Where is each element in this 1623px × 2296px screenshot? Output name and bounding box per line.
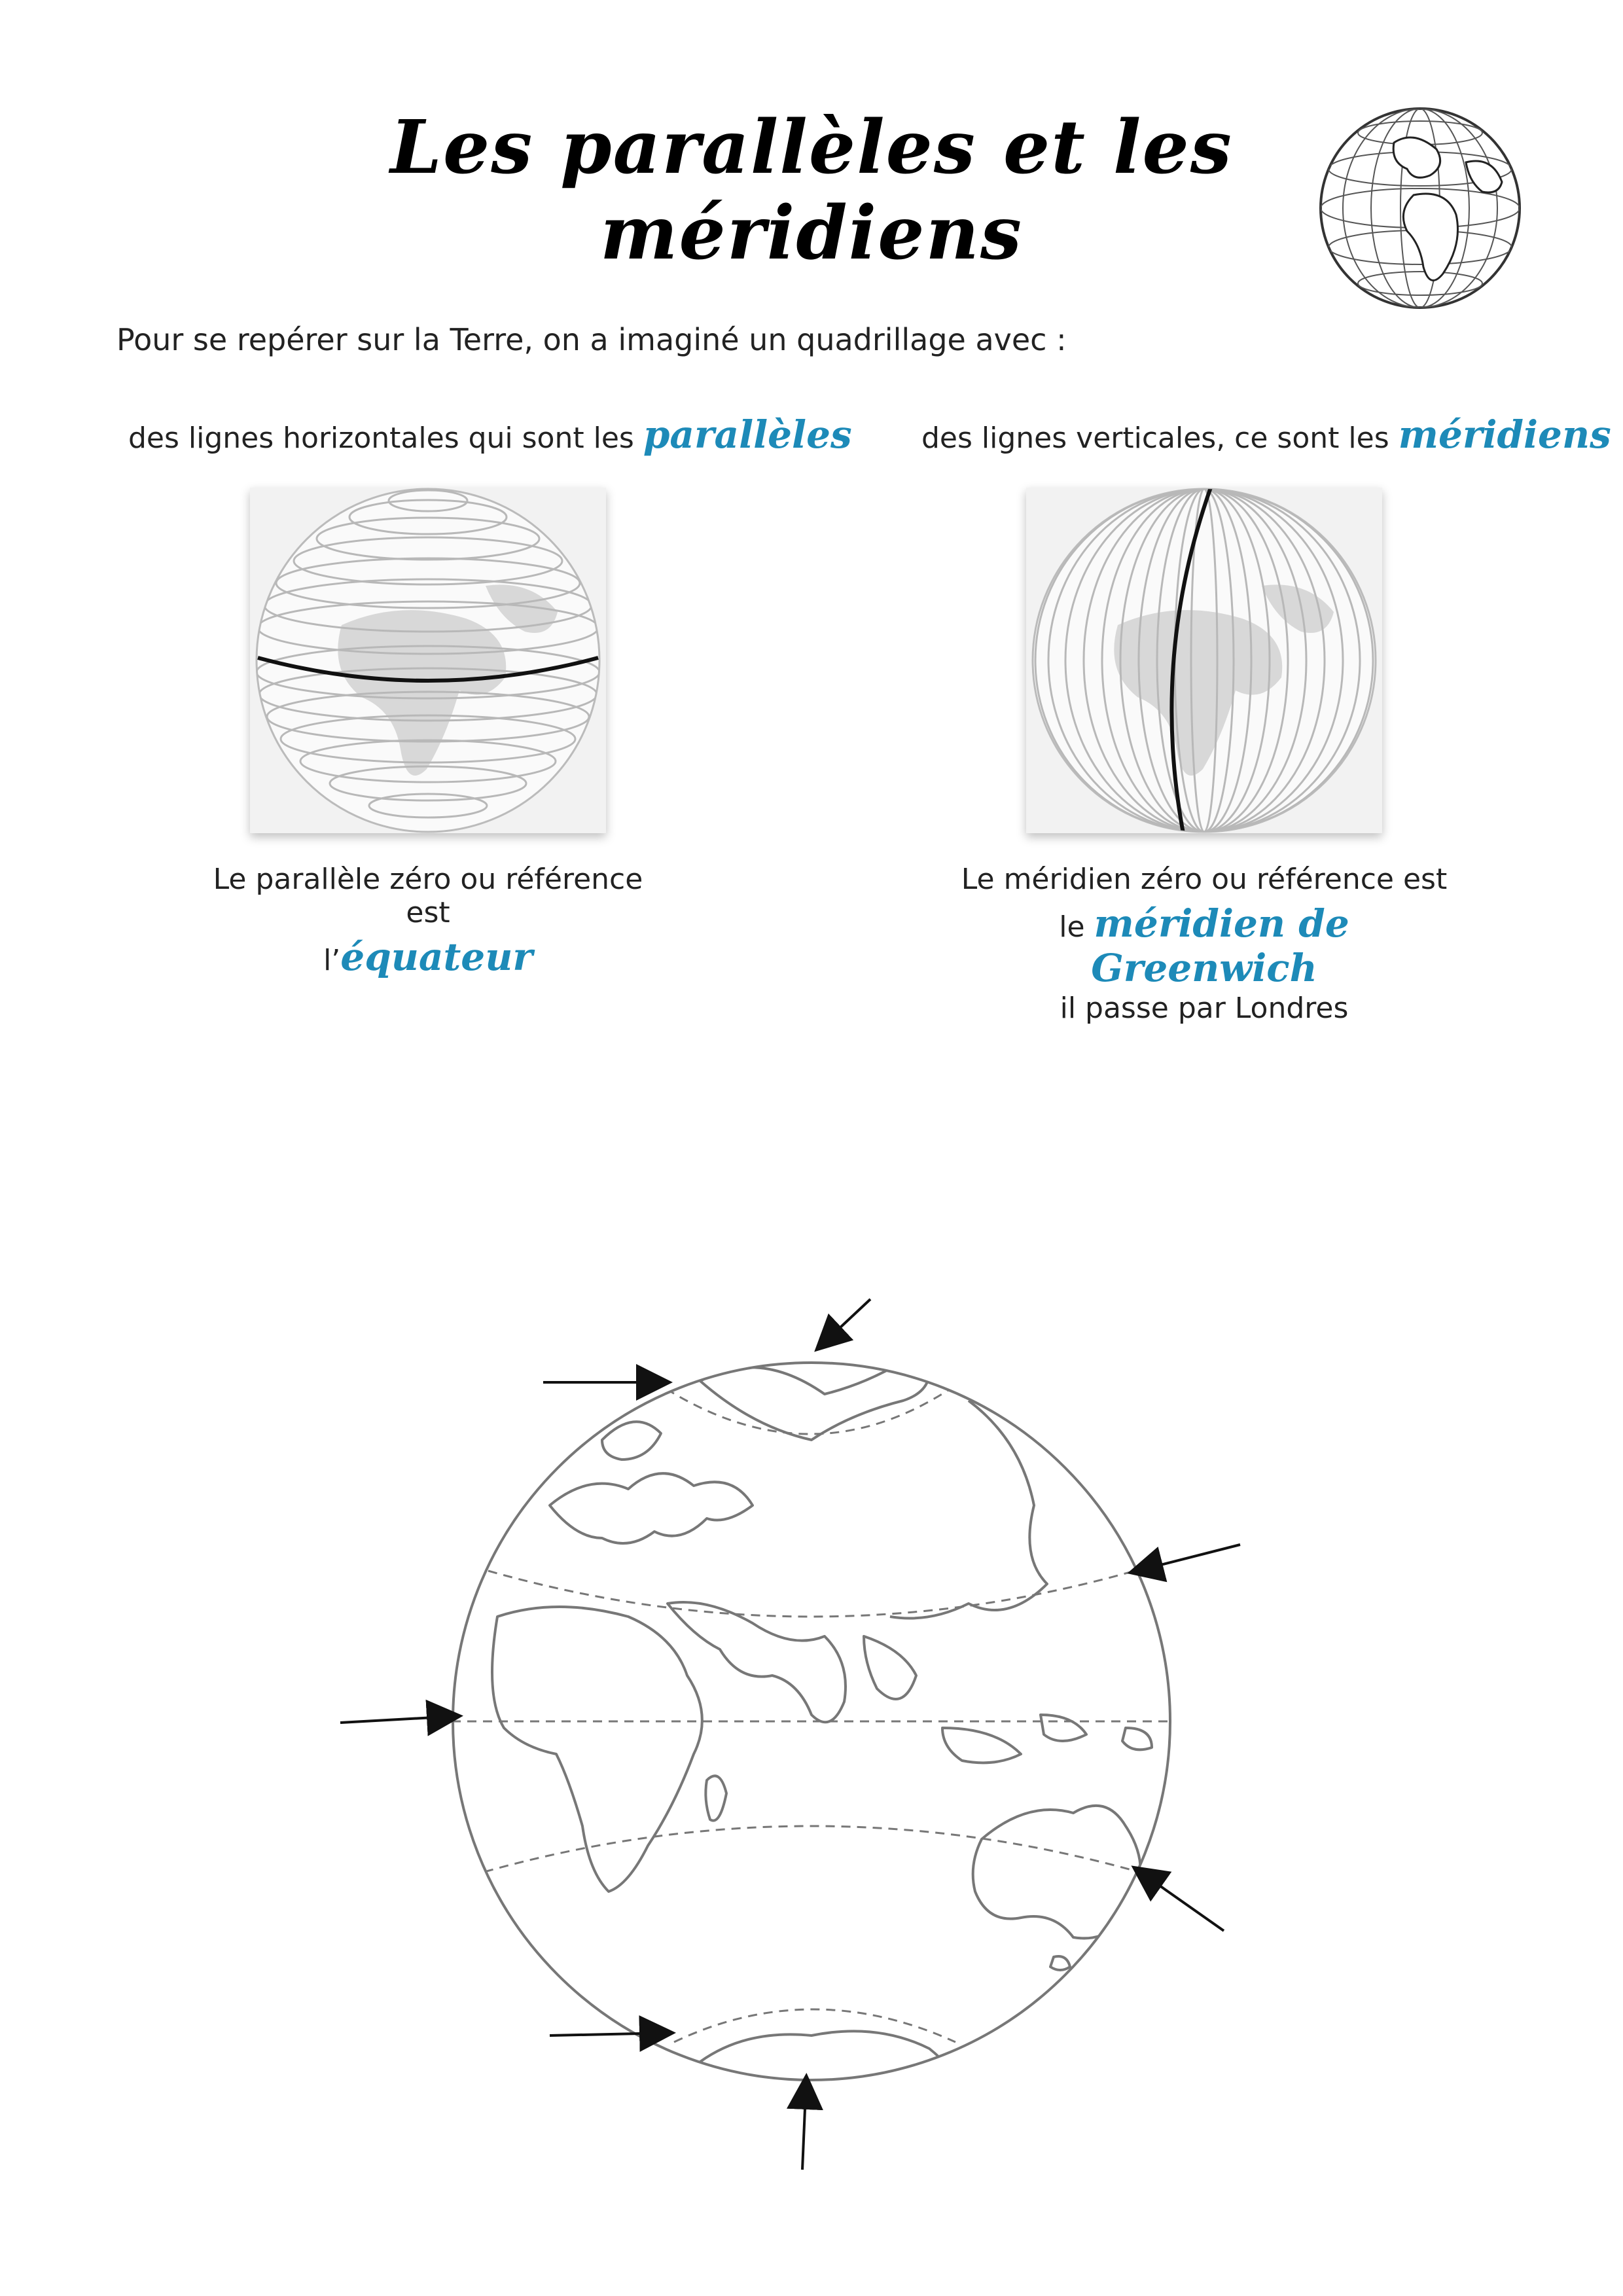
arrow-equator <box>340 1716 458 1723</box>
parallels-caption-line1: Le parallèle zéro ou référence est <box>213 863 643 929</box>
globe-icon <box>1315 103 1525 313</box>
meridians-caption-line3: il passe par Londres <box>1060 992 1349 1025</box>
parallels-lead: des lignes horizontales qui sont les <box>128 422 643 455</box>
parallels-caption-prefix: l’ <box>323 944 341 977</box>
meridians-keyword: méridiens <box>1398 412 1611 457</box>
intro-text: Pour se repérer sur la Terre, on a imaginé un quadrillage avec : <box>116 322 1067 357</box>
arrow-south-pole <box>802 2078 806 2170</box>
equator-keyword: équateur <box>340 935 533 979</box>
meridians-caption-prefix: le <box>1059 910 1094 944</box>
meridians-caption <box>942 863 1466 1025</box>
meridians-caption-line2 <box>942 901 1466 990</box>
meridians-globe <box>1026 488 1382 833</box>
greenwich-keyword: méridien de Greenwich <box>1091 901 1349 990</box>
meridians-lead: des lignes verticales, ce sont les <box>921 422 1399 455</box>
world-globe-map <box>0 1270 1623 2186</box>
page-title: Les parallèles et les méridiens <box>390 105 1233 276</box>
parallels-globe <box>250 488 606 833</box>
meridians-caption-line1: Le méridien zéro ou référence est <box>961 863 1448 896</box>
parallels-heading <box>128 412 852 457</box>
parallels-caption <box>196 863 660 979</box>
arrow-north-pole <box>818 1299 870 1348</box>
arrow-tropic-of-cancer <box>1132 1545 1240 1572</box>
parallels-caption-line2 <box>196 935 660 979</box>
parallels-keyword: parallèles <box>643 412 852 457</box>
meridians-heading <box>921 412 1611 457</box>
arrow-tropic-of-capricorn <box>1135 1869 1224 1931</box>
